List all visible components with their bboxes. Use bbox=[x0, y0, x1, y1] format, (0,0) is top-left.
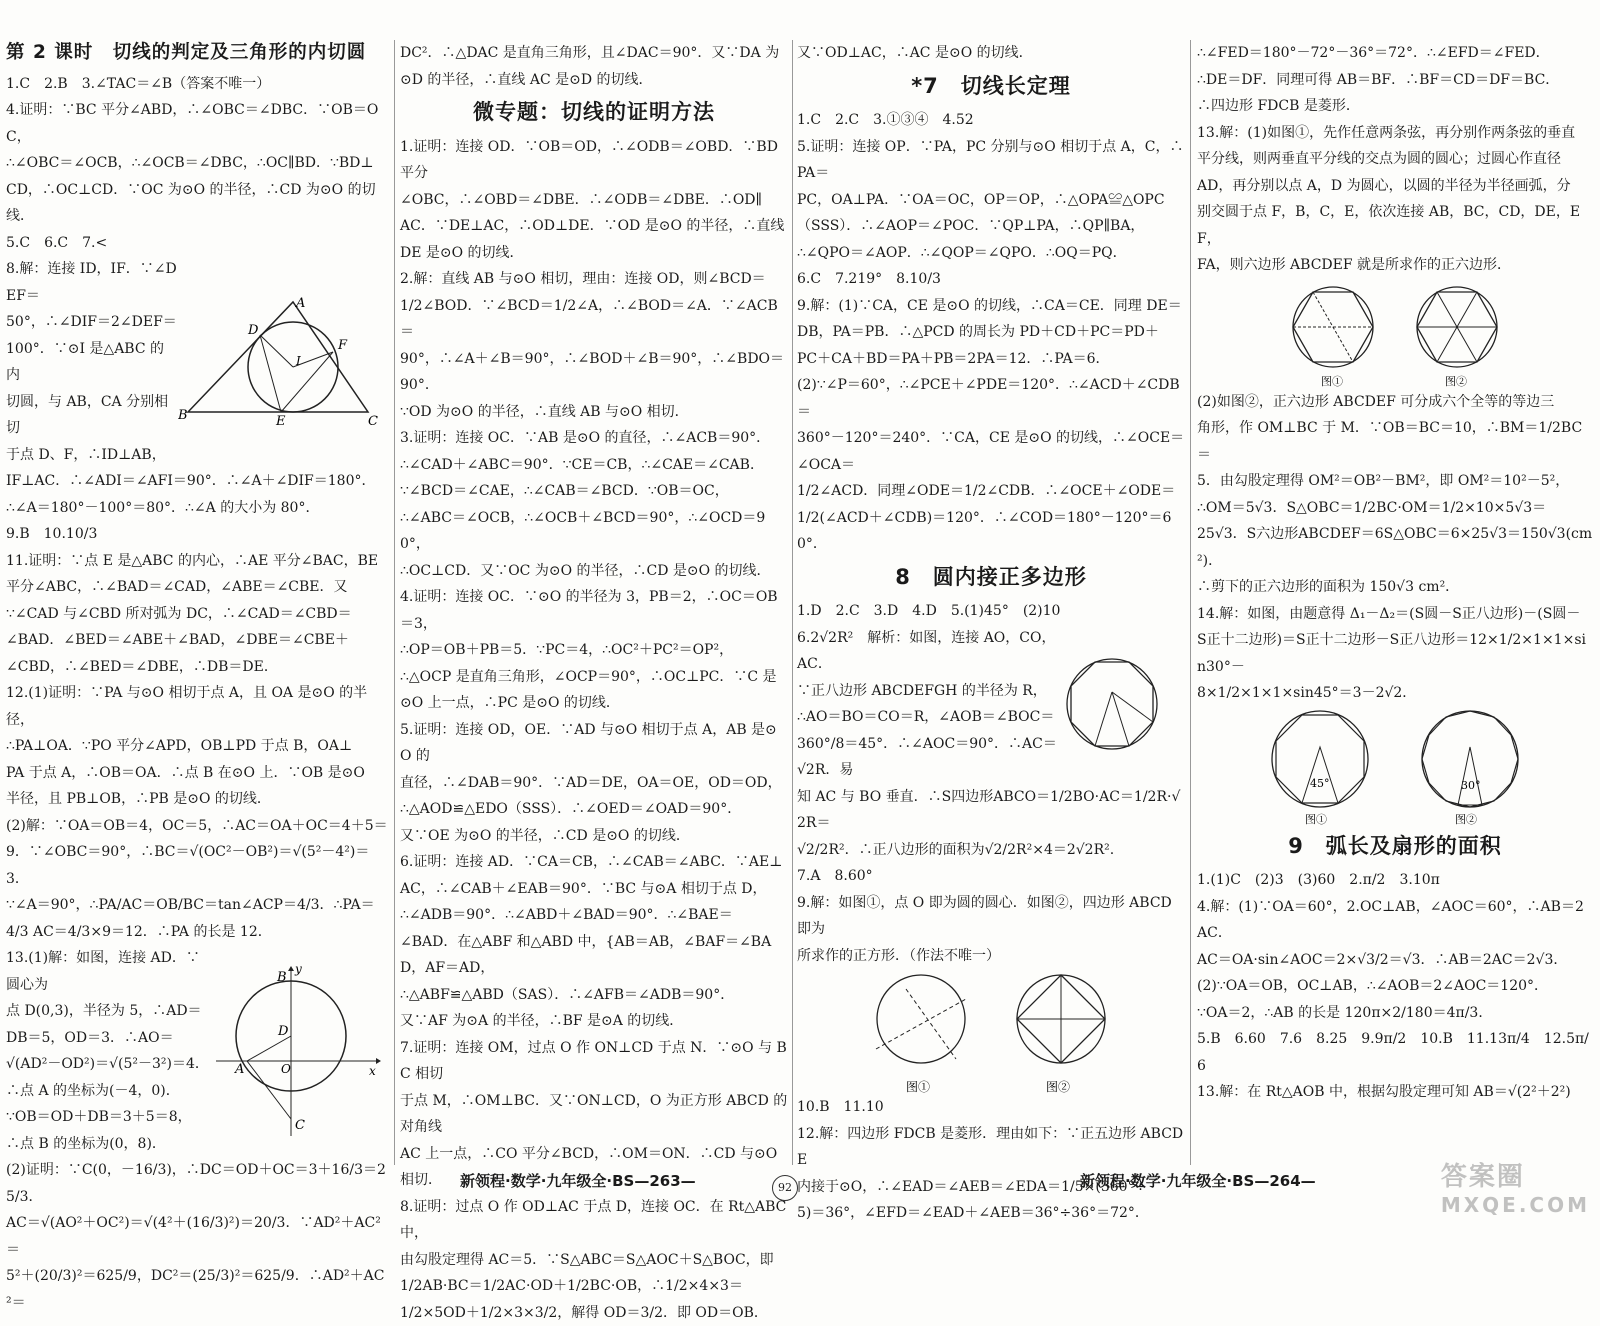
answer-line: 点 D(0,3)，半径为 5，∴AD＝ bbox=[6, 998, 211, 1025]
answer-line: 5)＝36°，∠EFD＝∠EAD＋∠AEB＝36°÷36°＝72°． bbox=[797, 1200, 1185, 1227]
answer-line: 8×1/2×1×1×sin45°＝3－2√2． bbox=[1197, 680, 1593, 707]
answer-line: 1.(1)C (2)3 (3)60 2.π/2 3.10π bbox=[1197, 867, 1593, 894]
answer-line: 100°．∵⊙I 是△ABC 的内 bbox=[6, 336, 178, 389]
answer-line: 1.证明：连接 OD．∵OB＝OD，∴∠ODB＝∠OBD．∵BD 平分 bbox=[400, 134, 788, 187]
answer-line: AC 上一点，∴CO 平分∠BCD，∴OM＝ON．∴CD 与⊙O 相切． bbox=[400, 1141, 788, 1194]
answer-line: ∴∠ABC＝∠OCB，∴∠OCB＋∠BCD＝90°，∴∠OCD＝90°， bbox=[400, 505, 788, 558]
answer-line: AC＝OA·sin∠AOC＝2×√3/2＝√3．∴AB＝2AC＝2√3． bbox=[1197, 947, 1593, 974]
answer-line: 14.解：如图，由题意得 Δ₁－Δ₂＝(S圆－S正八边形)－(S圆－ bbox=[1197, 601, 1593, 628]
answer-line: PC＋CA＋BD＝PA＋PB＝2PA＝12．∴PA＝6． bbox=[797, 346, 1185, 373]
answer-line: ∴点 B 的坐标为(0，8)． bbox=[6, 1131, 211, 1158]
figure-caption: 图① bbox=[1321, 375, 1343, 388]
answer-line: IF⊥AC．∴∠ADI＝∠AFI＝90°．∴∠A＋∠DIF＝180°． bbox=[6, 468, 389, 495]
answer-line: FA，则六边形 ABCDEF 就是所求作的正六边形． bbox=[1197, 252, 1593, 279]
answer-line: S正十二边形)＝S正十二边形－S正八边形＝12×1/2×1×1×sin30°－ bbox=[1197, 627, 1593, 680]
answer-line: ∴∠CAD＋∠ABC＝90°．∵CE＝CB，∴∠CAE＝∠CAB． bbox=[400, 452, 788, 479]
octagon-sector-figure bbox=[1265, 707, 1375, 827]
label-I: I bbox=[295, 354, 301, 368]
answer-line: AC，∴∠CAB＋∠EAB＝90°．∵BC 与⊙A 相切于点 D， bbox=[400, 876, 788, 903]
label-O: O bbox=[281, 1062, 291, 1076]
answer-line: √(AD²－OD²)＝√(5²－3²)＝4． bbox=[6, 1051, 211, 1078]
answer-line: 由勾股定理得 AC＝5．∵S△ABC＝S△AOC＋S△BOC，即 bbox=[400, 1247, 788, 1274]
answer-line: (2)如图②，正六边形 ABCDEF 可分成六个全等的等边三 bbox=[1197, 389, 1593, 416]
label-A: A bbox=[295, 297, 305, 311]
answer-line: 6.证明：连接 AD．∵CA＝CB，∴∠CAB＝∠ABC．∵AE⊥ bbox=[400, 849, 788, 876]
answer-line: 7.证明：连接 OM，过点 O 作 ON⊥CD 于点 N．∵⊙O 与 BC 相切 bbox=[400, 1035, 788, 1088]
answer-line: 5²＋(20/3)²＝625/9，DC²＝(25/3)²＝625/9．∴AD²＋AC²＝ bbox=[6, 1263, 389, 1316]
answer-line: 别交圆于点 F，B，C，E，依次连接 AB，BC，CD，DE，EF， bbox=[1197, 199, 1593, 252]
answer-line: ∴点 A 的坐标为(－4，0)． bbox=[6, 1078, 211, 1105]
answer-line: (2)∵∠P＝60°，∴∠PCE＋∠PDE＝120°．∴∠ACD＋∠CDB＝ bbox=[797, 372, 1185, 425]
label-E: E bbox=[275, 414, 286, 427]
answer-line: ∴△OCP 是直角三角形，∠OCP＝90°，∴OC⊥PC．∵C 是 bbox=[400, 664, 788, 691]
answer-line: 2.解：直线 AB 与⊙O 相切，理由：连接 OD，则∠BCD＝ bbox=[400, 266, 788, 293]
answer-line: ∴DE＝DF．同理可得 AB＝BF．∴BF＝CD＝DF＝BC． bbox=[1197, 67, 1593, 94]
answer-line: ∴∠QPO＝∠AOP．∴∠QOP＝∠QPO．∴OQ＝PQ． bbox=[797, 240, 1185, 267]
answer-line: 直径，∴∠DAB＝90°．∵AD＝DE，OA＝OE，OD＝OD， bbox=[400, 770, 788, 797]
answer-line: DB＝5，OD＝3．∴AO＝ bbox=[6, 1025, 211, 1052]
answer-line: 5.B 6.60 7.6 8.25 9.9π/2 10.B 11.13π/4 12.5π/6 bbox=[1197, 1026, 1593, 1079]
answer-line: ∴△ABF≌△ABD（SAS）．∴∠AFB＝∠ADB＝90°． bbox=[400, 982, 788, 1009]
label-A: A bbox=[234, 1062, 244, 1077]
answer-line: 8.解：连接 ID，IF．∵∠DEF＝ bbox=[6, 256, 178, 309]
column-1 bbox=[6, 40, 389, 1316]
section-heading: 9 弧长及扇形的面积 bbox=[1197, 833, 1593, 860]
answer-line: 4.证明：∵BC 平分∠ABD，∴∠OBC＝∠DBC．∵OB＝OC， bbox=[6, 97, 389, 150]
column-2 bbox=[400, 40, 788, 1326]
answer-line: ∵OD 为⊙O 的半径，∴直线 AB 与⊙O 相切． bbox=[400, 399, 788, 426]
answer-line: 1/2∠ACD．同理∠ODE＝1/2∠CDB．∴∠OCE＋∠ODE＝ bbox=[797, 478, 1185, 505]
answer-line: ∠BAD．∠BED＝∠ABE＋∠BAD，∠DBE＝∠CBE＋ bbox=[6, 627, 389, 654]
answer-line: 知 AC 与 BO 垂直．∴S四边形ABCO＝1/2BO·AC＝1/2R·√2R＝ bbox=[797, 784, 1185, 837]
answer-line: ∴∠A＝180°－100°＝80°．∴∠A 的大小为 80°． bbox=[6, 495, 389, 522]
column-divider bbox=[1190, 40, 1191, 1165]
section-heading: 微专题：切线的证明方法 bbox=[400, 99, 788, 126]
label-y: y bbox=[294, 962, 302, 976]
answer-line: 5.C 6.C 7.< bbox=[6, 230, 389, 257]
hexagon-construction-figure bbox=[1283, 279, 1383, 389]
column-divider bbox=[792, 40, 793, 1165]
answer-line: ∠BAD．在△ABF 和△ABD 中，{AB＝AB，∠BAF＝∠BAD，AF＝AD， bbox=[400, 929, 788, 982]
answer-line: √2/2R²．∴正八边形的面积为√2/2R²×4＝2√2R². bbox=[797, 837, 1185, 864]
label-x: x bbox=[369, 1064, 376, 1078]
figure-caption: 图② bbox=[1445, 375, 1467, 388]
answer-line: DE 是⊙O 的切线． bbox=[400, 240, 788, 267]
answer-line: ∵OA＝2，∴AB 的长是 120π×2/180＝4π/3． bbox=[1197, 1000, 1593, 1027]
column-divider bbox=[394, 40, 395, 1165]
answer-line: 12.(1)证明：∵PA 与⊙O 相切于点 A，且 OA 是⊙O 的半径， bbox=[6, 680, 389, 733]
column-3 bbox=[797, 40, 1185, 1227]
answer-line: 9.解：(1)∵CA，CE 是⊙O 的切线，∴CA＝CE．同理 DE＝ bbox=[797, 293, 1185, 320]
answer-line: 1/2AB·BC＝1/2AC·OD＋1/2BC·OB，∴1/2×4×3＝ bbox=[400, 1273, 788, 1300]
answer-line: ∵∠BCD＝∠CAE，∴∠CAB＝∠BCD．∵OB＝OC， bbox=[400, 478, 788, 505]
answer-line: 所求作的正方形．（作法不唯一） bbox=[797, 943, 1185, 970]
answer-line: ∵∠A＝90°，∴PA/AC＝OB/BC＝tan∠ACP＝4/3．∴PA＝ bbox=[6, 892, 389, 919]
answer-line: ∴∠OBC＝∠OCB，∴∠OCB＝∠DBC，∴OC∥BD．∵BD⊥ bbox=[6, 150, 389, 177]
answer-line: 8.证明：过点 O 作 OD⊥AC 于点 D，连接 OC．在 Rt△ABC 中， bbox=[400, 1194, 788, 1247]
answer-line: ∵∠CAD 与∠CBD 所对弧为 DC，∴∠CAD＝∠CBD＝ bbox=[6, 601, 389, 628]
section-heading: *7 切线长定理 bbox=[797, 73, 1185, 100]
answer-line: ∴∠ADB＝90°．∴∠ABD＋∠BAD＝90°．∴∠BAE＝ bbox=[400, 902, 788, 929]
answer-line: 5.证明：连接 OP．∵PA，PC 分别与⊙O 相切于点 A，C，∴PA＝ bbox=[797, 134, 1185, 187]
angle-label: 30° bbox=[1461, 779, 1481, 792]
answer-line: (2)证明：∵C(0，－16/3)，∴DC＝OD＋OC＝3＋16/3＝25/3． bbox=[6, 1157, 389, 1210]
label-F: F bbox=[337, 338, 348, 353]
q13-figures bbox=[1197, 279, 1593, 389]
angle-label: 45° bbox=[1310, 777, 1330, 790]
answer-line: ∠OBC，∴∠OBD＝∠DBE．∴∠ODB＝∠DBE．∴OD∥ bbox=[400, 187, 788, 214]
answer-line: ∴OP＝OB＋PB＝5．∵PC＝4，∴OC²＋PC²＝OP²， bbox=[400, 637, 788, 664]
watermark bbox=[1441, 1156, 1590, 1217]
label-B: B bbox=[276, 970, 287, 985]
answer-line: CD，∴OC⊥CD．∵OC 为⊙O 的半径，∴CD 为⊙O 的切线． bbox=[6, 177, 389, 230]
answer-line: 于点 D、F，∴ID⊥AB， bbox=[6, 442, 178, 469]
answer-line: 1/2×5OD＋1/2×3×3/2，解得 OD＝3/2．即 OD＝OB． bbox=[400, 1300, 788, 1326]
answer-line: ∵正八边形 ABCDEFGH 的半径为 R， bbox=[797, 678, 1057, 705]
answer-line: 平分∠ABC，∴∠BAD＝∠CAD，∠ABE＝∠CBE．又 bbox=[6, 574, 389, 601]
figure-caption: 图① bbox=[906, 1080, 930, 1094]
answer-line: ∴OC⊥CD．又∵OC 为⊙O 的半径，∴CD 是⊙O 的切线． bbox=[400, 558, 788, 585]
answer-line: 平分线，则两垂直平分线的交点为圆的圆心；过圆心作直径 bbox=[1197, 146, 1593, 173]
answer-line: 1.D 2.C 3.D 4.D 5.(1)45° (2)10 bbox=[797, 598, 1185, 625]
answer-line: PC，OA⊥PA．∵OA＝OC，OP＝OP，∴△OPA≌△OPC bbox=[797, 187, 1185, 214]
incircle-triangle-figure bbox=[178, 297, 378, 427]
answer-line: 1.C 2.B 3.∠TAC＝∠B（答案不唯一） bbox=[6, 71, 389, 98]
answer-line: ∴PA⊥OA．∵PO 平分∠APD，OB⊥PD 于点 B，OA⊥ bbox=[6, 733, 389, 760]
answer-line: 1.C 2.C 3.①③④ 4.52 bbox=[797, 107, 1185, 134]
answer-line: 5.证明：连接 OD，OE．∵AD 与⊙O 相切于点 A，AB 是⊙O 的 bbox=[400, 717, 788, 770]
answer-line: AC＝√(AO²＋OC²)＝√(4²＋(16/3)²)＝20/3．∵AD²＋AC²＝ bbox=[6, 1210, 389, 1263]
answer-line: AD，再分别以点 A，D 为圆心，以圆的半径为半径画弧，分 bbox=[1197, 173, 1593, 200]
answer-line: 内接于⊙O，∴∠EAD＝∠AEB＝∠EDA＝1/5×(360°÷ bbox=[797, 1174, 1185, 1201]
answer-line: 角形，作 OM⊥BC 于 M．∵OB＝BC＝10，∴BM＝1/2BC＝ bbox=[1197, 415, 1593, 468]
answer-line: 9．∵∠OBC＝90°，∴BC＝√(OC²－OB²)＝√(5²－4²)＝3． bbox=[6, 839, 389, 892]
answer-line: 1/2(∠ACD＋∠CDB)＝120°．∴∠COD＝180°－120°＝60°． bbox=[797, 505, 1185, 558]
section-heading: 第 2 课时 切线的判定及三角形的内切圆 bbox=[6, 40, 389, 67]
answer-line: （SSS）．∴∠AOP＝∠POC．∵QP⊥PA，∴QP∥BA， bbox=[797, 213, 1185, 240]
answer-line: 13.解：在 Rt△AOB 中，根据勾股定理可知 AB＝√(2²＋2²) bbox=[1197, 1079, 1593, 1106]
answer-line: 6.2√2R² 解析：如图，连接 AO，CO，AC． bbox=[797, 625, 1057, 678]
answer-line: 360°/8＝45°．∴∠AOC＝90°．∴AC＝√2R．易 bbox=[797, 731, 1057, 784]
answer-line: ∴四边形 FDCB 是菱形． bbox=[1197, 93, 1593, 120]
answer-line: 360°－120°＝240°．∵CA，CE 是⊙O 的切线，∴∠OCE＝∠OCA＝ bbox=[797, 425, 1185, 478]
label-C: C bbox=[295, 1118, 305, 1133]
answer-line: ∴△AOD≌△EDO（SSS）．∴∠OED＝∠OAD＝90°． bbox=[400, 796, 788, 823]
answer-line: 9.B 10.10/3 bbox=[6, 521, 389, 548]
watermark-title: 答案圈 bbox=[1441, 1162, 1525, 1192]
footer-left: 新领程·数学·九年级全·BS—263— bbox=[460, 1170, 696, 1191]
answer-line: ∴∠FED＝180°－72°－36°＝72°．∴∠EFD＝∠FED． bbox=[1197, 40, 1593, 67]
answer-line: 切圆，与 AB，CA 分别相切 bbox=[6, 389, 178, 442]
page-number-badge: 92 bbox=[772, 1175, 798, 1201]
answer-line: 又∵OD⊥AC，∴AC 是⊙O 的切线． bbox=[797, 40, 1185, 67]
answer-line: 10.B 11.10 bbox=[797, 1094, 1185, 1121]
answer-line: 半径，且 PB⊥OB，∴PB 是⊙O 的切线． bbox=[6, 786, 389, 813]
answer-line: 1/2∠BOD．∵∠BCD＝1/2∠A，∴∠BOD＝∠A．∵∠ACB＝ bbox=[400, 293, 788, 346]
answer-line: AC．∵DE⊥AC，∴OD⊥DE．∵OD 是⊙O 的半径，∴直线 bbox=[400, 213, 788, 240]
answer-line: ⊙O 上一点，∴PC 是⊙O 的切线． bbox=[400, 690, 788, 717]
label-C: C bbox=[368, 414, 378, 427]
answer-line: ⊙D 的半径，∴直线 AC 是⊙D 的切线． bbox=[400, 67, 788, 94]
q13-block bbox=[6, 945, 389, 1157]
q14-figures bbox=[1197, 707, 1593, 827]
answer-line: 于点 M，∴OM⊥BC．又∵ON⊥CD，O 为正方形 ABCD 的对角线 bbox=[400, 1088, 788, 1141]
answer-line: 13.(1)解：如图，连接 AD．∵圆心为 bbox=[6, 945, 211, 998]
figure-caption: 图② bbox=[1455, 813, 1477, 826]
watermark-url: MXQE.COM bbox=[1441, 1193, 1590, 1217]
answer-line: (2)解：∵OA＝OB＝4，OC＝5，∴AC＝OA＋OC＝4＋5＝ bbox=[6, 813, 389, 840]
answer-line: 90°，∴∠A＋∠B＝90°，∴∠BOD＋∠B＝90°，∴∠BDO＝90°． bbox=[400, 346, 788, 399]
label-D: D bbox=[277, 1024, 289, 1039]
answer-line: 12.解：四边形 FDCB 是菱形．理由如下：∵正五边形 ABCDE bbox=[797, 1121, 1185, 1174]
answer-line: 9.解：如图①，点 O 即为圆的圆心．如图②，四边形 ABCD 即为 bbox=[797, 890, 1185, 943]
answer-line: (2)∵OA＝OB，OC⊥AB，∴∠AOB＝2∠AOC＝120°． bbox=[1197, 973, 1593, 1000]
answer-line: 6.C 7.219° 8.10/3 bbox=[797, 266, 1185, 293]
answer-line: 13.解：(1)如图①，先作任意两条弦，再分别作两条弦的垂直 bbox=[1197, 120, 1593, 147]
coordinate-circle-figure bbox=[211, 961, 381, 1141]
answer-line: DC²．∴△DAC 是直角三角形，且∠DAC＝90°．又∵DA 为 bbox=[400, 40, 788, 67]
answer-line: 又∵AF 为⊙A 的半径，∴BF 是⊙A 的切线． bbox=[400, 1008, 788, 1035]
answer-line: 3.证明：连接 OC．∵AB 是⊙O 的直径，∴∠ACB＝90°． bbox=[400, 425, 788, 452]
footer-right: 新领程·数学·九年级全·BS—264— bbox=[1080, 1170, 1316, 1191]
answer-line: ∴AO＝BO＝CO＝R，∠AOB＝∠BOC＝ bbox=[797, 704, 1057, 731]
q9-figures bbox=[797, 969, 1185, 1094]
answer-line: 4.解：(1)∵OA＝60°，2.OC⊥AB，∠AOC＝60°，∴AB＝2AC． bbox=[1197, 894, 1593, 947]
answer-line: 4/3 AC＝4/3×9＝12．∴PA 的长是 12． bbox=[6, 919, 389, 946]
answer-line: 25√3．S六边形ABCDEF＝6S△OBC＝6×25√3＝150√3(cm²)． bbox=[1197, 521, 1593, 574]
octagon-figure bbox=[1057, 652, 1167, 757]
answer-line: 4.证明：连接 OC．∵⊙O 的半径为 3，PB＝2，∴OC＝OB＝3， bbox=[400, 584, 788, 637]
q6-block bbox=[797, 625, 1185, 784]
answer-line: 7.A 8.60° bbox=[797, 863, 1185, 890]
answer-line: ∵OB＝OD＋DB＝3＋5＝8， bbox=[6, 1104, 211, 1131]
answer-line: ∴剪下的正六边形的面积为 150√3 cm²． bbox=[1197, 574, 1593, 601]
answer-line: 11.证明：∵点 E 是△ABC 的内心，∴AE 平分∠BAC，BE bbox=[6, 548, 389, 575]
answer-line: 50°，∴∠DIF＝2∠DEF＝ bbox=[6, 309, 178, 336]
hexagon-division-figure bbox=[1407, 279, 1507, 389]
figure-caption: 图① bbox=[1305, 813, 1327, 826]
label-B: B bbox=[178, 408, 188, 423]
section-heading: 8 圆内接正多边形 bbox=[797, 564, 1185, 591]
q8-block bbox=[6, 256, 389, 468]
column-4 bbox=[1197, 40, 1593, 1106]
dodecagon-sector-figure bbox=[1415, 707, 1525, 827]
answer-line: PA 于点 A，∴OB＝OA．∴点 B 在⊙O 上．∵OB 是⊙O bbox=[6, 760, 389, 787]
inscribed-square-figure bbox=[1006, 969, 1116, 1094]
answer-line: ∴OM＝5√3．S△OBC＝1/2BC·OM＝1/2×10×5√3＝ bbox=[1197, 495, 1593, 522]
answer-line: 5．由勾股定理得 OM²＝OB²－BM²，即 OM²＝10²－5²， bbox=[1197, 468, 1593, 495]
answer-line: 又∵OE 为⊙O 的半径，∴CD 是⊙O 的切线． bbox=[400, 823, 788, 850]
answer-line: ∠CBD，∴∠BED＝∠DBE，∴DB＝DE． bbox=[6, 654, 389, 681]
circle-center-figure bbox=[866, 969, 976, 1094]
label-D: D bbox=[247, 323, 259, 338]
figure-caption: 图② bbox=[1046, 1080, 1070, 1094]
answer-line: DB，PA＝PB．∴△PCD 的周长为 PD＋CD＋PC＝PD＋ bbox=[797, 319, 1185, 346]
